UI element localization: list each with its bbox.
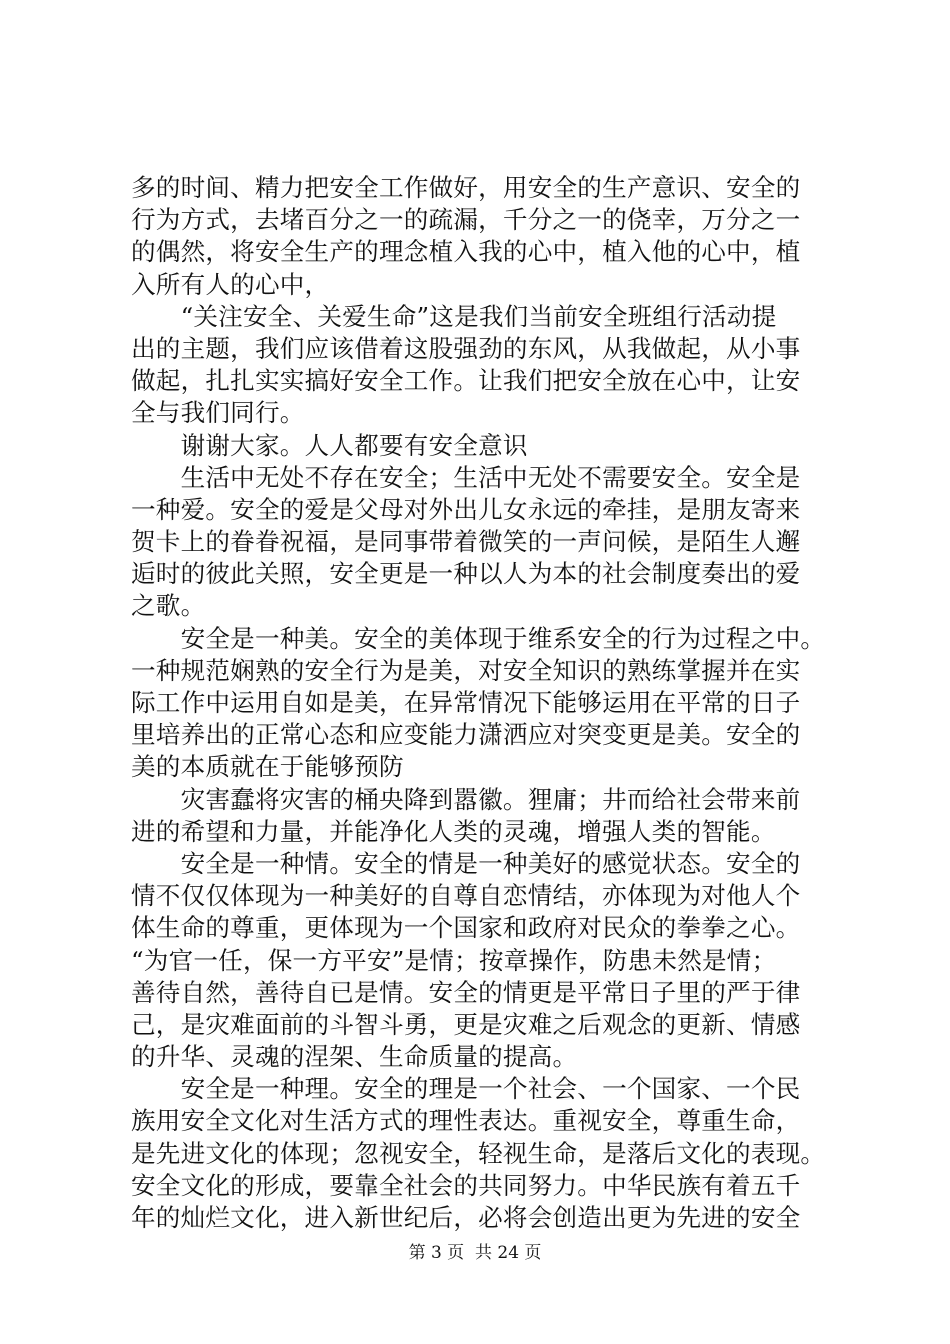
text-line: 体生命的尊重，更体现为一个国家和政府对民众的拳拳之心。 <box>131 913 801 943</box>
text-line: 灾害蠢将灾害的桶央降到嚣徽。狸庸；井而给社会带来前 <box>131 784 801 814</box>
page-number-footer: 第 3 页 共 24 页 <box>408 1243 542 1263</box>
text-line: 里培养出的正常心态和应变能力潇洒应对突变更是美。安全的 <box>131 720 801 750</box>
text-line: 做起，扎扎实实搞好安全工作。让我们把安全放在心中，让安 <box>131 366 801 396</box>
text-line: “关注安全、关爱生命”这是我们当前安全班组行活动提 <box>131 301 777 331</box>
text-line: 美的本质就在于能够预防 <box>131 752 404 782</box>
text-line: 的升华、灵魂的涅架、生命质量的提高。 <box>131 1042 578 1072</box>
text-line: 安全是一种情。安全的情是一种美好的感觉状态。安全的 <box>131 848 801 878</box>
text-line: 安全是一种美。安全的美体现于维系安全的行为过程之中。 <box>131 623 826 653</box>
text-line: 多的时间、精力把安全工作做好，用安全的生产意识、安全的 <box>131 173 801 202</box>
text-line: 一种爱。安全的爱是父母对外出儿女永远的牵挂，是朋友寄来 <box>131 494 801 524</box>
text-line: 情不仅仅体现为一种美好的自尊自恋情结，亦体现为对他人个 <box>131 881 801 911</box>
text-line: 行为方式，去堵百分之一的疏漏，千分之一的侥幸，万分之一 <box>131 205 801 235</box>
text-line: 是先进文化的体现；忽视安全，轻视生命，是落后文化的表现。 <box>131 1138 826 1168</box>
text-line: 善待自然，善待自已是情。安全的情更是平常日子里的严于律 <box>131 977 801 1007</box>
text-line: 出的主题，我们应该借着这股强劲的东风，从我做起，从小事 <box>131 333 801 363</box>
text-line: 安全是一种理。安全的理是一个社会、一个国家、一个民 <box>131 1074 801 1104</box>
text-line: 的偶然，将安全生产的理念植入我的心中，植入他的心中，植 <box>131 237 801 267</box>
text-line: 安全文化的形成，要靠全社会的共同努力。中华民族有着五千 <box>131 1170 801 1200</box>
body-text <box>131 172 831 1234</box>
text-line: “为官一任，保一方平安”是情；按章操作，防患未然是情； <box>131 945 777 975</box>
text-line: 年的灿烂文化，进入新世纪后，必将会创造出更为先进的安全 <box>131 1203 801 1232</box>
text-line: 逅时的彼此关照，安全更是一种以人为本的社会制度奏出的爱 <box>131 559 801 589</box>
text-line: 己，是灾难面前的斗智斗勇，更是灾难之后观念的更新、情感 <box>131 1009 801 1039</box>
text-line: 族用安全文化对生活方式的理性表达。重视安全，尊重生命， <box>131 1106 801 1136</box>
text-line: 全与我们同行。 <box>131 398 305 428</box>
text-line: 入所有人的心中， <box>131 269 330 299</box>
text-line: 一种规范娴熟的安全行为是美，对安全知识的熟练掌握并在实 <box>131 655 801 685</box>
text-line: 际工作中运用自如是美，在异常情况下能够运用在平常的日子 <box>131 688 801 717</box>
text-line: 生活中无处不存在安全；生活中无处不需要安全。安全是 <box>131 462 801 492</box>
text-line: 进的希望和力量，并能净化人类的灵魂，增强人类的智能。 <box>131 816 776 846</box>
text-line: 贺卡上的眷眷祝福，是同事带着微笑的一声问候，是陌生人邂 <box>131 527 801 557</box>
text-line: 之歌。 <box>131 591 206 621</box>
text-line: 谢谢大家。人人都要有安全意识 <box>131 430 528 460</box>
